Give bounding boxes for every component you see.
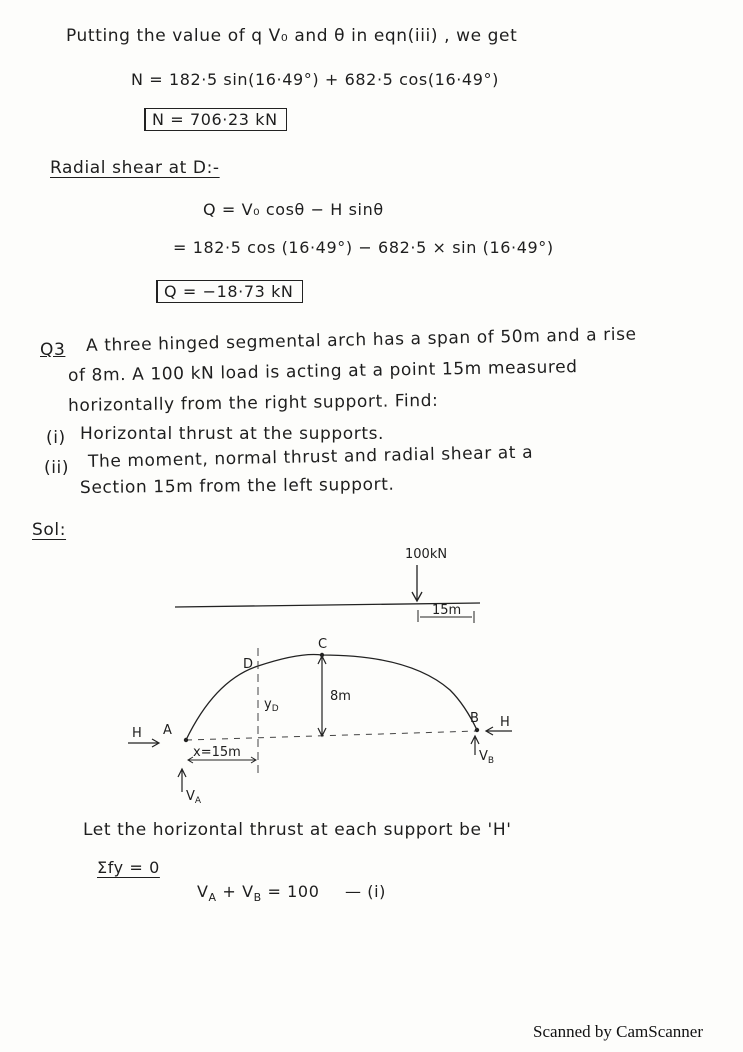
solution-label: Sol: [32,520,67,540]
question-line-2: of 8m. A 100 kN load is acting at a point 15m measured [67,357,578,386]
normal-thrust-result: N = 706·23 kN [144,108,287,131]
va-label: $V_A$ [186,789,202,806]
point-a-label: A [163,723,172,738]
equation-1-tag: — (i) [345,882,387,901]
point-c-label: C [318,637,328,652]
radial-shear-result: Q = −18·73 kN [156,280,303,303]
part-ii-number: (ii) [44,458,70,478]
sum-fy-heading: Σfy = 0 [97,858,160,877]
question-line-1: A three hinged segmental arch has a span of 50m and a rise [85,324,637,356]
part-i-number: (i) [46,428,66,448]
h-left-label: H [132,726,142,741]
part-ii-line-2: Section 15m from the left support. [79,474,395,498]
point-b-label: B [470,711,479,726]
part-i-text: Horizontal thrust at the supports. [80,424,385,444]
radial-shear-formula: Q = V₀ cosθ − H sinθ [203,200,384,219]
vb-term: V [242,882,254,901]
load-label: 100kN [405,547,448,562]
point-d-label: D [243,657,254,672]
camscanner-watermark: Scanned by CamScanner [533,1022,703,1041]
intro-line: Putting the value of q V₀ and θ in eqn(iii) , we get [66,26,518,46]
rise-label: 8m [330,689,351,704]
part-ii-line-1: The moment, normal thrust and radial shear at a [87,442,534,472]
question-number: Q3 [40,340,66,360]
question-line-3: horizontally from the right support. Find: [67,390,439,416]
load-offset-label: 15m [432,603,462,618]
h-right-label: H [500,715,510,730]
radial-shear-substitution: = 182·5 cos (16·49°) − 682·5 × sin (16·49°) [173,238,554,257]
assumption-line: Let the horizontal thrust at each support be 'H' [83,820,512,840]
equation-1: $V_A + V_B = 100$ [197,882,320,905]
yd-label: $y_D$ [264,697,279,714]
normal-thrust-equation: N = 182·5 sin(16·49°) + 682·5 cos(16·49°) [131,70,499,89]
radial-shear-heading: Radial shear at D:- [50,158,220,178]
springing-line [186,731,477,740]
va-term: V [197,882,209,901]
x-dimension-label: x=15m [193,745,241,760]
vb-label: $V_B$ [479,749,495,766]
